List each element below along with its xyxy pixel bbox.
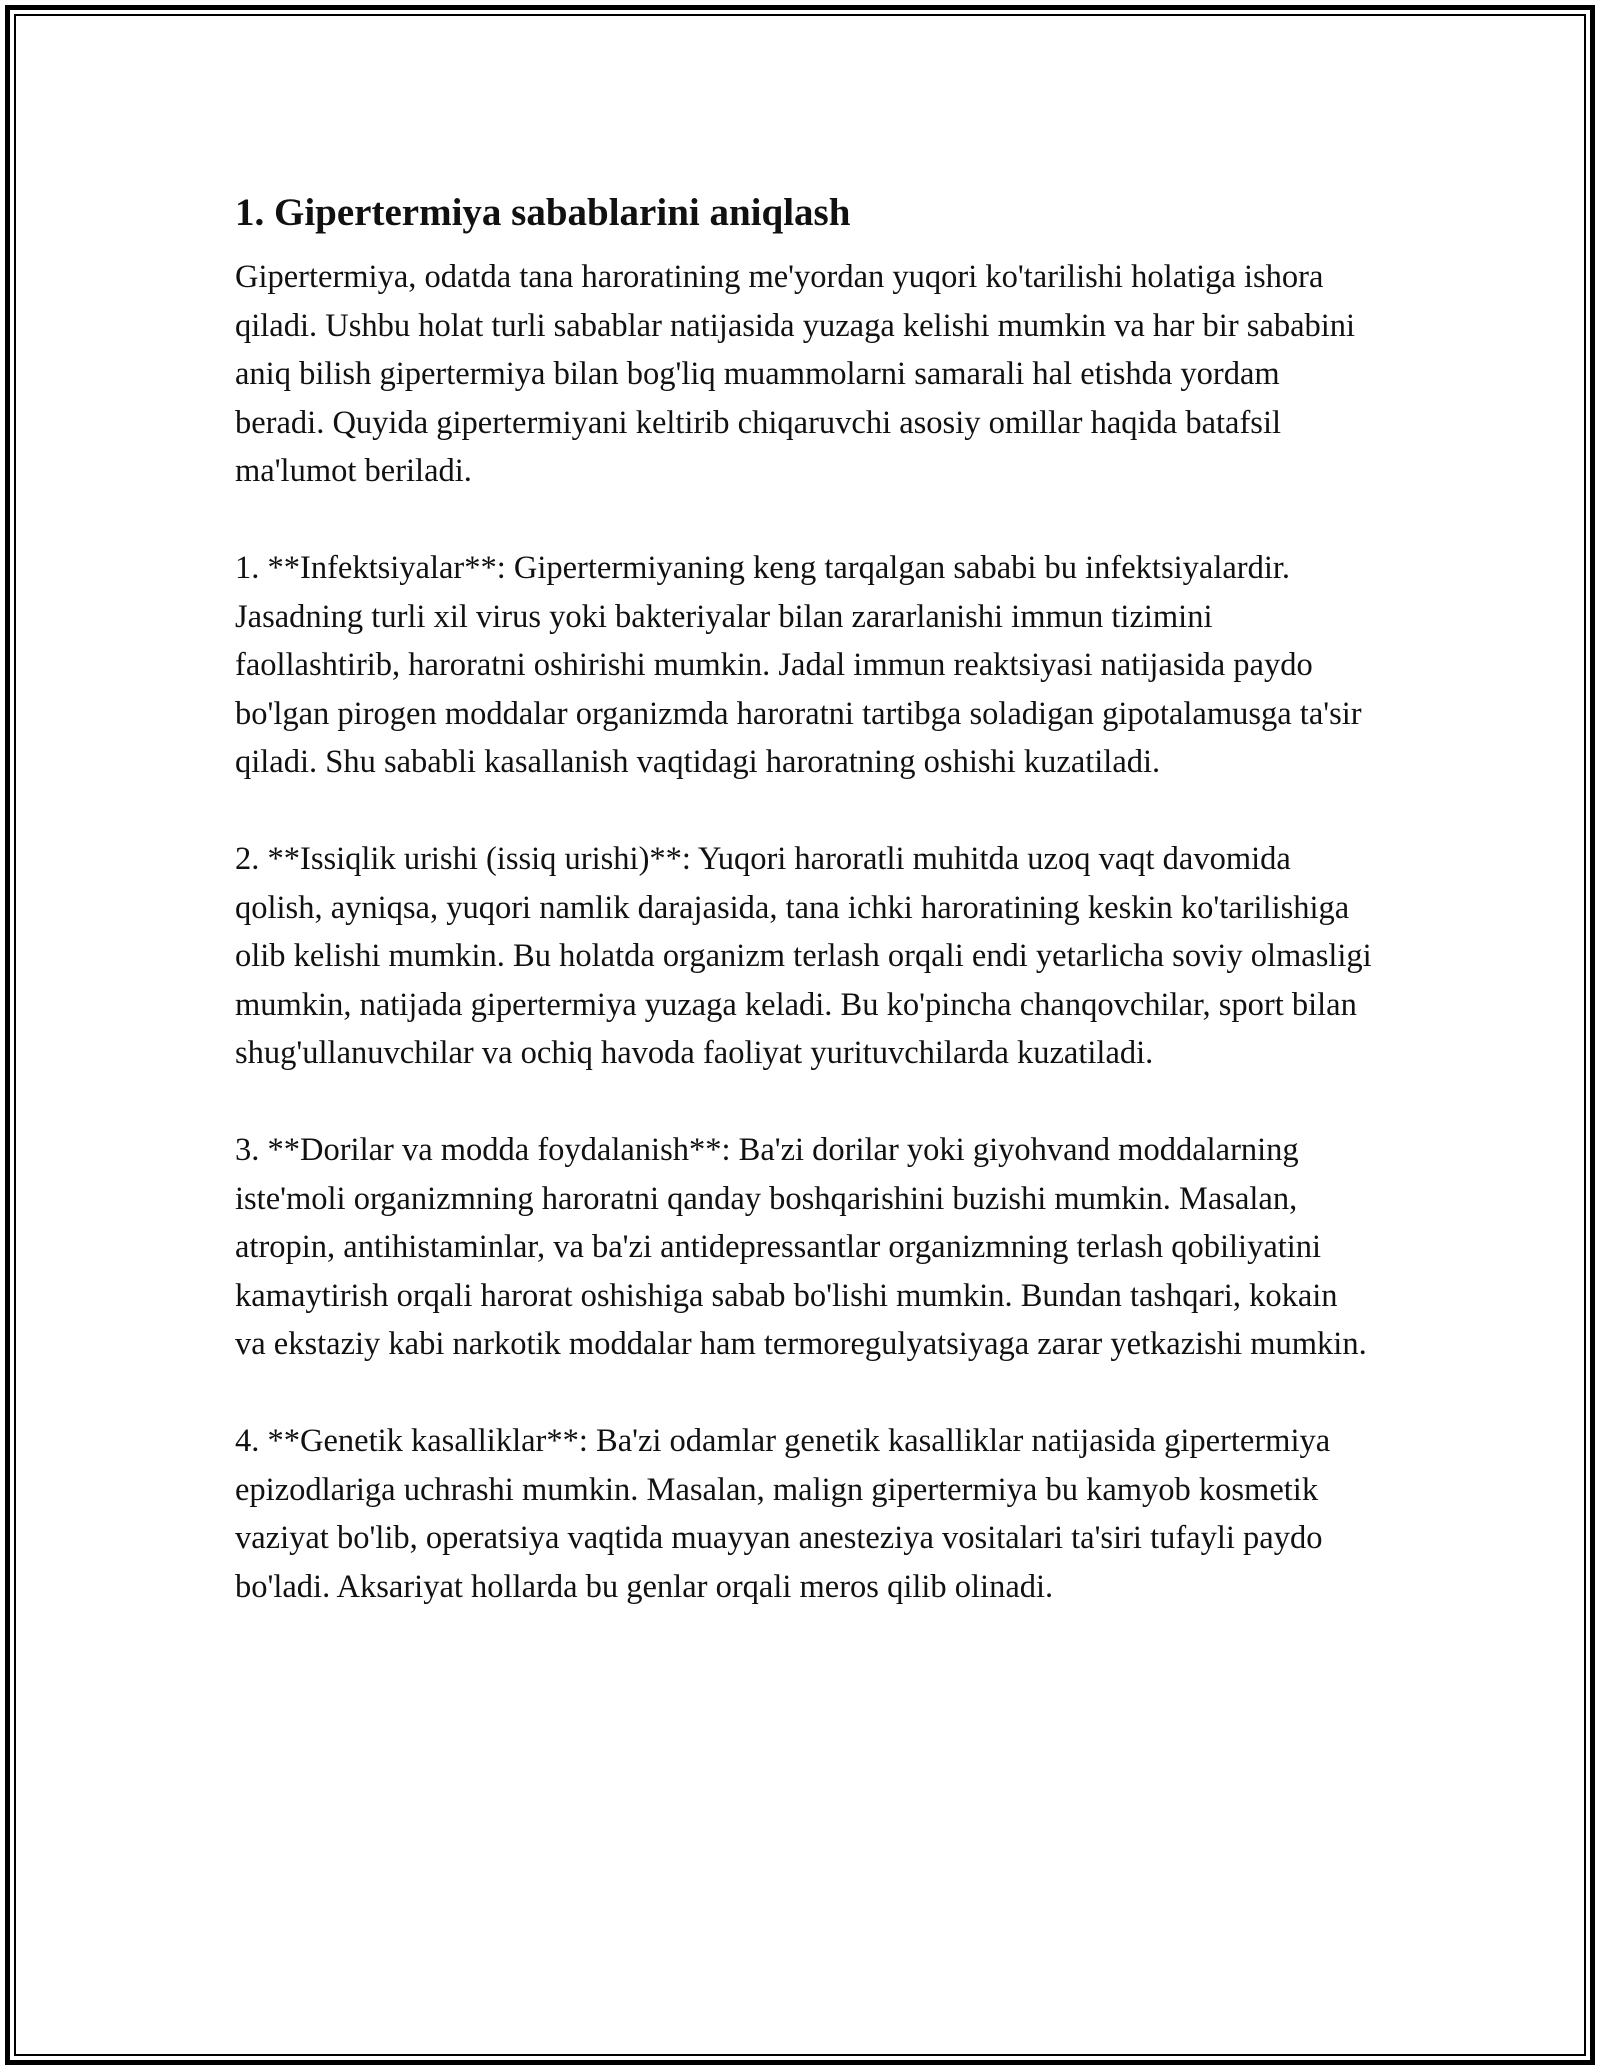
section-heading: 1. Gipertermiya sabablarini aniqlash	[235, 191, 851, 234]
paragraph-infections: 1. **Infektsiyalar**: Gipertermiyaning keng tarqalgan sababi bu infektsiyalardir. Jasadning turli xil virus yoki bakteriyalar bilan zararlanishi immun tizimini faollashtirib, haroratni oshirishi mumkin. Jadal immun reaktsiyasi natijasida paydo bo'lgan pirogen moddalar organizmda haroratni tartibga soladigan gipotalamusga ta'sir qiladi. Shu sababli kasallanish vaqtidagi haroratning oshishi kuzatiladi.	[235, 550, 1362, 780]
intro-paragraph: Gipertermiya, odatda tana haroratining me'yordan yuqori ko'tarilishi holatiga ishora qiladi. Ushbu holat turli sabablar natijasida yuzaga kelishi mumkin va har bir sababini aniq bilish gipertermiya bilan bog'liq muammolarni samarali hal etishda yordam beradi. Quyida gipertermiyani keltirib chiqaruvchi asosiy omillar haqida batafsil ma'lumot beriladi.	[235, 259, 1356, 489]
document-body	[235, 185, 1375, 1660]
paragraph-genetic: 4. **Genetik kasalliklar**: Ba'zi odamlar genetik kasalliklar natijasida gipertermiya epizodlariga uchrashi mumkin. Masalan, malign gipertermiya bu kamyob kosmetik vaziyat bo'lib, operatsiya vaqtida muayyan anesteziya vositalari ta'siri tufayli paydo bo'ladi. Aksariyat hollarda bu genlar orqali meros qilib olinadi.	[235, 1423, 1331, 1605]
paragraph-drugs: 3. **Dorilar va modda foydalanish**: Ba'zi dorilar yoki giyohvand moddalarning iste'moli organizmning haroratni qanday boshqarishini buzishi mumkin. Masalan, atropin, antihistaminlar, va ba'zi antidepressantlar organizmning terlash qobiliyatini kamaytirish orqali harorat oshishiga sabab bo'lishi mumkin. Bundan tashqari, kokain va ekstaziy kabi narkotik moddalar ham termoregulyatsiyaga zarar yetkazishi mumkin.	[235, 1132, 1367, 1362]
paragraph-heat-stroke: 2. **Issiqlik urishi (issiq urishi)**: Yuqori haroratli muhitda uzoq vaqt davomida qolish, ayniqsa, yuqori namlik darajasida, tana ichki haroratining keskin ko'tarilishiga olib kelishi mumkin. Bu holatda organizm terlash orqali endi yetarlicha soviy olmasligi mumkin, natijada gipertermiya yuzaga keladi. Bu ko'pincha chanqovchilar, sport bilan shug'ullanuvchilar va ochiq havoda faoliyat yurituvchilarda kuzatiladi.	[235, 841, 1372, 1071]
